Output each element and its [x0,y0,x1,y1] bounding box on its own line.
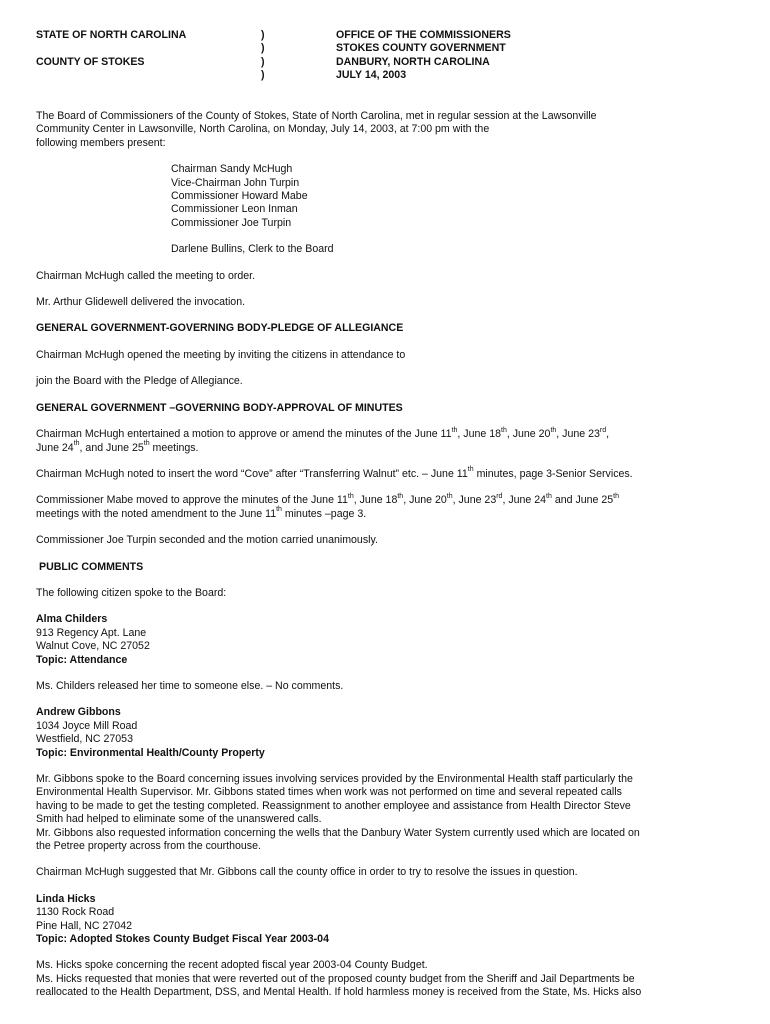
pledge-heading: GENERAL GOVERNMENT-GOVERNING BODY-PLEDGE OF ALLEGIANCE [36,322,404,335]
speaker-topic: Topic: Environmental Health/County Property [36,746,265,759]
call-to-order: Chairman McHugh called the meeting to order. [36,269,256,282]
members-list [171,163,740,230]
speaker-name: Linda Hicks [36,892,96,905]
speaker-block [36,613,740,667]
minutes-heading: GENERAL GOVERNMENT –GOVERNING BODY-APPROVAL OF MINUTES [36,401,403,414]
speaker-followup: Chairman McHugh suggested that Mr. Gibbons call the county office in order to try to resolve the issues in question. [36,866,578,879]
header-right [336,29,511,83]
member-item: Vice-Chairman John Turpin [171,176,300,189]
intro-paragraph: The Board of Commissioners of the County of Stokes, State of North Carolina, met in regular session at the Lawsonville Community Center in Lawsonville, North Carolina, on Monday, July 14, 2003, at 7:00 pm with the following members present: [36,110,597,149]
pledge-text-2: join the Board with the Pledge of Allegiance. [36,375,243,388]
speaker-block [36,706,740,760]
speaker-block [36,893,740,947]
member-item: Chairman Sandy McHugh [171,163,293,176]
speaker-remarks: Mr. Gibbons spoke to the Board concerning issues involving services provided by the Environmental Health staff particularly the Environmental Health Supervisor. Mr. Gibbons stated times when work was not performed on time and several repeated calls having to be made to get the testing completed. Reassignment to another employee and assistance from Health Director Steve Smith had helped to eliminate some of the unanswered calls. Mr. Gibbons also requested information concerning the wells that the Danbury Water System currently used which are located on the Petree property across from the courthouse. [36,773,640,853]
speaker-name: Andrew Gibbons [36,706,121,719]
speaker-remarks: Ms. Childers released her time to someone else. – No comments. [36,679,344,692]
speaker-topic: Topic: Attendance [36,653,128,666]
speaker-address: 1034 Joyce Mill Road [36,719,138,732]
minutes-paragraph-4: Commissioner Joe Turpin seconded and the motion carried unanimously. [36,534,378,547]
public-comments-intro: The following citizen spoke to the Board: [36,586,227,599]
speaker-name: Alma Childers [36,613,108,626]
office-label: OFFICE OF THE COMMISSIONERS [336,29,511,41]
member-item: Commissioner Joe Turpin [171,216,292,229]
minutes-paragraph-1: Chairman McHugh entertained a motion to approve or amend the minutes of the June 11th, June 18th, June 20th, June 23rd, June 24th, and June 25th meetings. [36,426,610,454]
header-parens: ) ) ) ) [261,29,265,82]
document-header [36,29,740,87]
speaker-city: Pine Hall, NC 27042 [36,919,132,932]
government-label: STOKES COUNTY GOVERNMENT [336,42,506,55]
state-label: STATE OF NORTH CAROLINA [36,29,187,41]
minutes-paragraph-2: Chairman McHugh noted to insert the word “Cove” after “Transferring Walnut” etc. – June 11th minutes, page 3-Senior Services. [36,466,633,480]
invocation: Mr. Arthur Glidewell delivered the invocation. [36,296,246,309]
member-item: Commissioner Leon Inman [171,203,298,216]
speaker-topic: Topic: Adopted Stokes County Budget Fiscal Year 2003-04 [36,933,329,946]
meeting-date: JULY 14, 2003 [336,69,407,82]
header-left [36,29,186,70]
clerk-line: Darlene Bullins, Clerk to the Board [171,243,334,256]
member-item: Commissioner Howard Mabe [171,190,308,203]
speaker-city: Walnut Cove, NC 27052 [36,640,150,653]
public-comments-heading: PUBLIC COMMENTS [39,560,144,573]
county-label: COUNTY OF STOKES [36,56,145,69]
speaker-address: 913 Regency Apt. Lane [36,626,147,639]
pledge-text-1: Chairman McHugh opened the meeting by inviting the citizens in attendance to [36,348,406,361]
speaker-city: Westfield, NC 27053 [36,733,133,746]
location-label: DANBURY, NORTH CAROLINA [336,55,490,68]
minutes-document [36,29,740,1000]
speaker-remarks: Ms. Hicks spoke concerning the recent adopted fiscal year 2003-04 County Budget. Ms. Hicks requested that monies that were reverted out of the proposed county budget from the Sheriff and Jail Departments be reallocated to the Health Department, DSS, and Mental Health. If hold harmless money is received from the State, Ms. Hicks also [36,959,642,999]
minutes-paragraph-3: Commissioner Mabe moved to approve the minutes of the June 11th, June 18th, June 20th, June 23rd, June 24th and June 25th meetings with the noted amendment to the June 11th minutes –page 3. [36,492,619,520]
speaker-address: 1130 Rock Road [36,906,115,919]
